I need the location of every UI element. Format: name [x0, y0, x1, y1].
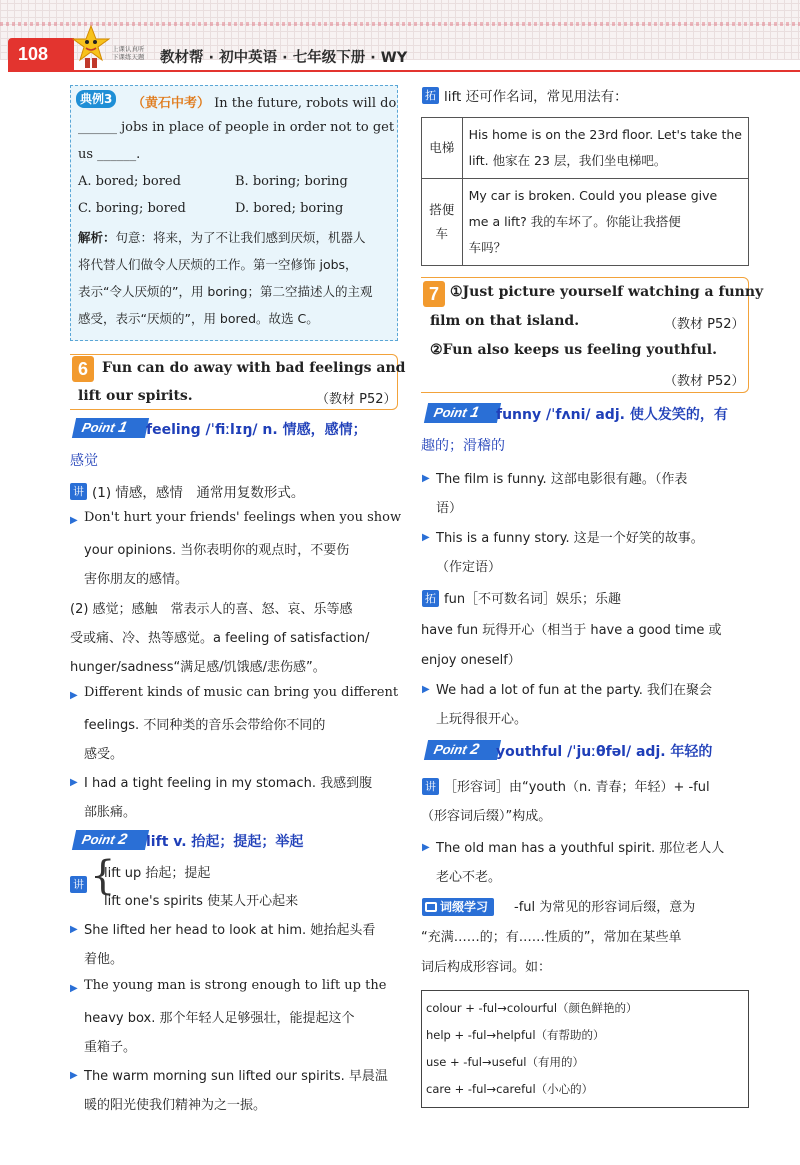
feeling-ex2-line2: feelings. 不同种类的音乐会带给你不同的: [84, 718, 326, 733]
point1-funny-title: funny /ˈfʌni/ adj. 使人发笑的，有: [496, 407, 728, 423]
fun-noun-line: fun［不可数名词］娱乐；乐趣: [444, 592, 622, 607]
page-header: [0, 0, 800, 72]
lift-ex3-line2: 暖的阳光使我们精神为之一振。: [84, 1098, 267, 1113]
affix-line2: “充满……的；有……性质的”，常加在某些单: [421, 930, 682, 945]
point1-feeling-badge: Point1: [72, 418, 149, 438]
option-c: C. boring; bored: [78, 201, 186, 216]
funny-ex2-line2: （作定语）: [436, 560, 502, 575]
bullet-icon: ▶: [70, 690, 78, 701]
example3-q-line2: ______ jobs in place of people in order not to get: [78, 120, 395, 135]
point2-youthful-badge: Point2: [424, 740, 501, 760]
section7-line1: ①Just picture yourself watching a funny: [450, 284, 764, 300]
have-fun-line1: have fun 玩得开心（相当于 have a good time 或: [421, 623, 722, 638]
suffix-item: colour + -ful→colourful（颜色鲜艳的）: [426, 1001, 638, 1015]
example3-q-line1: In the future, robots will do: [214, 96, 397, 111]
section6-source: （教材 P52）: [316, 392, 397, 407]
extend-icon: 拓: [422, 590, 439, 607]
feeling-ex3-line1: I had a tight feeling in my stomach. 我感到腹: [84, 776, 373, 791]
star-mascot-icon: [72, 24, 110, 70]
fun-ex-line1: We had a lot of fun at the party. 我们在聚会: [436, 683, 712, 698]
feeling-ex2-line3: 感受。: [84, 747, 124, 762]
feeling-ex1-line3: 害你朋友的感情。: [84, 572, 189, 587]
lift-ex1-line2: 着他。: [84, 952, 124, 967]
bullet-icon: ▶: [70, 1070, 78, 1081]
funny-ex1-line1: The film is funny. 这部电影很有趣。（作表: [436, 472, 688, 487]
section7-source1: （教材 P52）: [664, 317, 745, 332]
feeling-sense2-line2: 受或痛、冷、热等感觉。a feeling of satisfaction/: [70, 631, 370, 646]
explanation-line2: 将代替人们做令人厌烦的工作。第一空修饰 jobs，: [78, 257, 358, 272]
suffix-item: care + -ful→careful（小心的）: [426, 1082, 594, 1096]
fun-ex-line2: 上玩得很开心。: [436, 712, 528, 727]
bullet-icon: ▶: [70, 924, 78, 935]
example3-question-first: [132, 92, 396, 111]
lift-noun-intro: lift 还可作名词，常见用法有：: [444, 89, 628, 105]
header-rule: [8, 70, 800, 72]
example3-source: （黄石中考）: [132, 96, 211, 111]
suffix-item: help + -ful→helpful（有帮助的）: [426, 1028, 605, 1042]
feeling-ex1-line1: Don't hurt your friends' feelings when you show: [84, 510, 402, 525]
point2-lift-title: lift v. 抬起；提起；举起: [146, 834, 304, 850]
bullet-icon: ▶: [70, 983, 78, 994]
bullet-icon: ▶: [70, 777, 78, 788]
affix-line1: -ful 为常见的形容词后缀，意为: [514, 900, 696, 915]
lift-phrase2: lift one's spirits 使某人开心起来: [104, 894, 299, 909]
explain-icon: 讲: [70, 483, 87, 500]
option-b: B. boring; boring: [235, 174, 348, 189]
section6-line1: Fun can do away with bad feelings and: [102, 360, 406, 376]
lift-phrase1: lift up 抬起；提起: [104, 866, 211, 881]
point1-feeling-title-line2: 感觉: [70, 453, 98, 469]
book-title: 教材帮 · 初中英语 · 七年级下册 · WY: [160, 50, 408, 66]
table-cell-example: His home is on the 23rd floor. Let's take the lift. 他家在 23 层，我们坐电梯吧。: [462, 118, 748, 179]
feeling-ex1-line2: your opinions. 当你表明你的观点时，不要伤: [84, 543, 350, 558]
example3-tag: 典例3: [76, 90, 116, 108]
bullet-icon: ▶: [422, 532, 430, 543]
explanation-line4: 感受，表示“厌烦的”，用 bored。故选 C。: [78, 311, 319, 326]
section7-line3: ②Fun also keeps us feeling youthful.: [430, 342, 717, 358]
point1-funny-title-line2: 趣的；滑稽的: [421, 438, 505, 454]
table-row: [422, 179, 749, 266]
explanation-line1: 解析：句意：将来，为了不让我们感到厌烦，机器人: [78, 230, 366, 245]
feeling-ex2-line1: Different kinds of music can bring you different: [84, 685, 399, 700]
book-icon: [425, 902, 437, 912]
page-number: 108: [18, 44, 49, 64]
option-d: D. bored; boring: [235, 201, 344, 216]
option-a: A. bored; bored: [78, 174, 181, 189]
section6-line2: lift our spirits.: [78, 388, 193, 404]
suffix-item: use + -ful→useful（有用的）: [426, 1055, 585, 1069]
lift-ex2-line1: The young man is strong enough to lift up the: [84, 978, 387, 993]
lift-ex2-line2: heavy box. 那个年轻人足够强壮，能提起这个: [84, 1011, 355, 1026]
youthful-desc-line2: （形容词后缀）”构成。: [421, 809, 552, 824]
funny-ex2-line1: This is a funny story. 这是一个好笑的故事。: [436, 531, 704, 546]
table-cell-label: 搭便车: [422, 179, 463, 266]
section7-source2: （教材 P52）: [664, 374, 745, 389]
section6-number: 6: [72, 356, 94, 382]
point1-funny-badge: Point1: [424, 403, 501, 423]
affix-line3: 词后构成形容词。如：: [421, 960, 552, 975]
point1-feeling-title: feeling /ˈfiːlɪŋ/ n. 情感，感情；: [146, 422, 367, 438]
point2-lift-badge: Point2: [72, 830, 149, 850]
lift-ex1-line1: She lifted her head to look at him. 她抬起头看: [84, 923, 376, 938]
extend-icon: 拓: [422, 87, 439, 104]
feeling-sense2-line3: hunger/sadness“满足感/饥饿感/悲伤感”。: [70, 660, 326, 675]
bullet-icon: ▶: [422, 473, 430, 484]
funny-ex1-line2: 语）: [436, 501, 463, 516]
youthful-desc-line1: ［形容词］由“youth（n. 青春；年轻）+ -ful: [444, 780, 710, 795]
brace-icon: {: [90, 853, 116, 899]
point2-youthful-title: youthful /ˈjuːθfəl/ adj. 年轻的: [496, 744, 713, 760]
lift-ex3-line1: The warm morning sun lifted our spirits. 早晨温: [84, 1069, 388, 1084]
example3-q-line3: us ______.: [78, 147, 141, 162]
header-slogan: 上课认真听 下课练天题: [112, 45, 145, 61]
youthful-ex-line1: The old man has a youthful spirit. 那位老人人: [436, 841, 725, 856]
table-cell-example: My car is broken. Could you please give me a lift? 我的车坏了。你能让我搭便 车吗？: [462, 179, 748, 266]
explanation-line3: 表示“令人厌烦的”，用 boring；第二空描述人的主观: [78, 284, 373, 299]
feeling-sense1: (1) 情感，感情 通常用复数形式。: [92, 485, 305, 501]
feeling-ex3-line2: 部胀痛。: [84, 805, 137, 820]
bullet-icon: ▶: [70, 515, 78, 526]
bullet-icon: ▶: [422, 842, 430, 853]
feeling-sense2-line1: (2) 感觉；感触 常表示人的喜、怒、哀、乐等感: [70, 602, 353, 617]
bullet-icon: ▶: [422, 684, 430, 695]
table-row: [422, 118, 749, 179]
affix-study-tag: 词缀学习: [422, 898, 494, 916]
section7-line2: film on that island.: [430, 313, 580, 329]
have-fun-line2: enjoy oneself）: [421, 653, 521, 668]
lift-ex2-line3: 重箱子。: [84, 1040, 137, 1055]
youthful-ex-line2: 老心不老。: [436, 870, 502, 885]
explain-icon: 讲: [70, 876, 87, 893]
lift-noun-table: [421, 117, 749, 266]
section7-number: 7: [423, 281, 445, 307]
table-cell-label: 电梯: [422, 118, 463, 179]
explain-icon: 讲: [422, 778, 439, 795]
